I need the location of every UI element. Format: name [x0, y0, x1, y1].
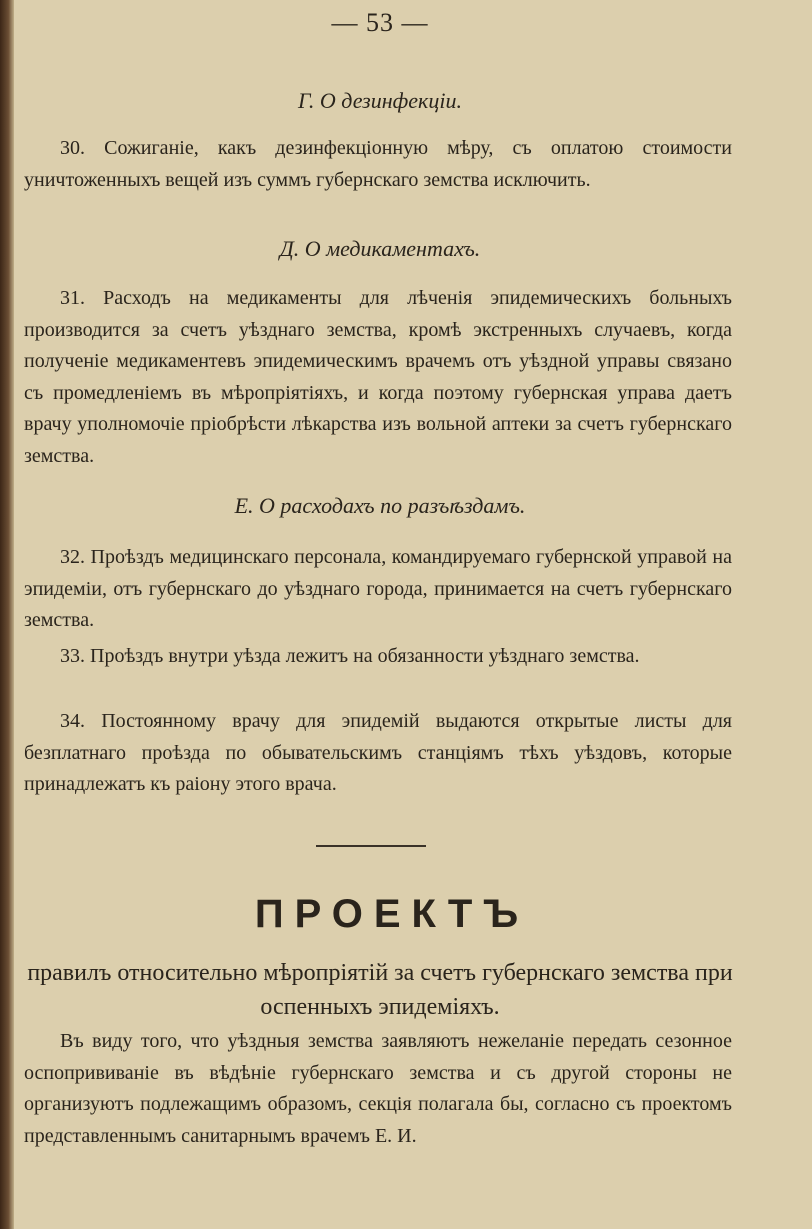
project-subtitle: правилъ относительно мѣропріятій за счетъ губернскаго земства при оспенныхъ эпидеміяхъ.: [27, 960, 733, 1020]
book-binding-edge: [0, 0, 14, 1229]
paragraph-34: 34. Постоянному врачу для эпидемій выдаются открытые листы для безплатнаго проѣзда по обывательскимъ станціямъ тѣхъ уѣздовъ, которые принадлежатъ къ раіону этого врача.: [24, 710, 732, 795]
section-heading-travel-expenses: Е. О расходахъ по разъѣздамъ.: [234, 493, 526, 518]
page-number: — 53 —: [331, 8, 429, 37]
section-heading-disinfection: Г. О дезинфекціи.: [298, 88, 462, 113]
paragraph-33: 33. Проѣздъ внутри уѣзда лежитъ на обязанности уѣзднаго земства.: [60, 645, 640, 667]
section-divider: [316, 845, 426, 847]
paragraph-31: 31. Расходъ на медикаменты для лѣченія эпидемическихъ больныхъ производится за счетъ уѣзднаго земства, кромѣ экстренныхъ случаевъ, когда полученіе медикаментевъ эпидемическимъ врачемъ отъ уѣздной управы связано съ промедленіемъ въ мѣропріятіяхъ, и когда поэтому губернская управа даетъ врачу уполномочіе пріобрѣсти лѣкарства изъ вольной аптеки за счетъ губернскаго земства.: [24, 287, 732, 467]
project-title: ПРОЕКТЪ: [254, 892, 530, 936]
project-intro-paragraph: Въ виду того, что уѣздныя земства заявляютъ нежеланіе передать сезонное оспопрививаніе въ вѣдѣніе губернскаго земства и съ другой стороны не организуютъ подлежащимъ образомъ, секція полагала бы, согласно съ проектомъ представленнымъ санитарнымъ врачемъ Е. И.: [24, 1030, 732, 1147]
paragraph-30: 30. Сожиганіе, какъ дезинфекціонную мѣру, съ оплатою стоимости уничтоженныхъ вещей изъ суммъ губернскаго земства исключить.: [24, 137, 732, 191]
paragraph-32: 32. Проѣздъ медицинскаго персонала, командируемаго губернской управой на эпидеміи, отъ губернскаго до уѣзднаго города, принимается на счетъ губернскаго земства.: [24, 546, 732, 631]
section-heading-medicines: Д. О медикаментахъ.: [279, 236, 481, 261]
